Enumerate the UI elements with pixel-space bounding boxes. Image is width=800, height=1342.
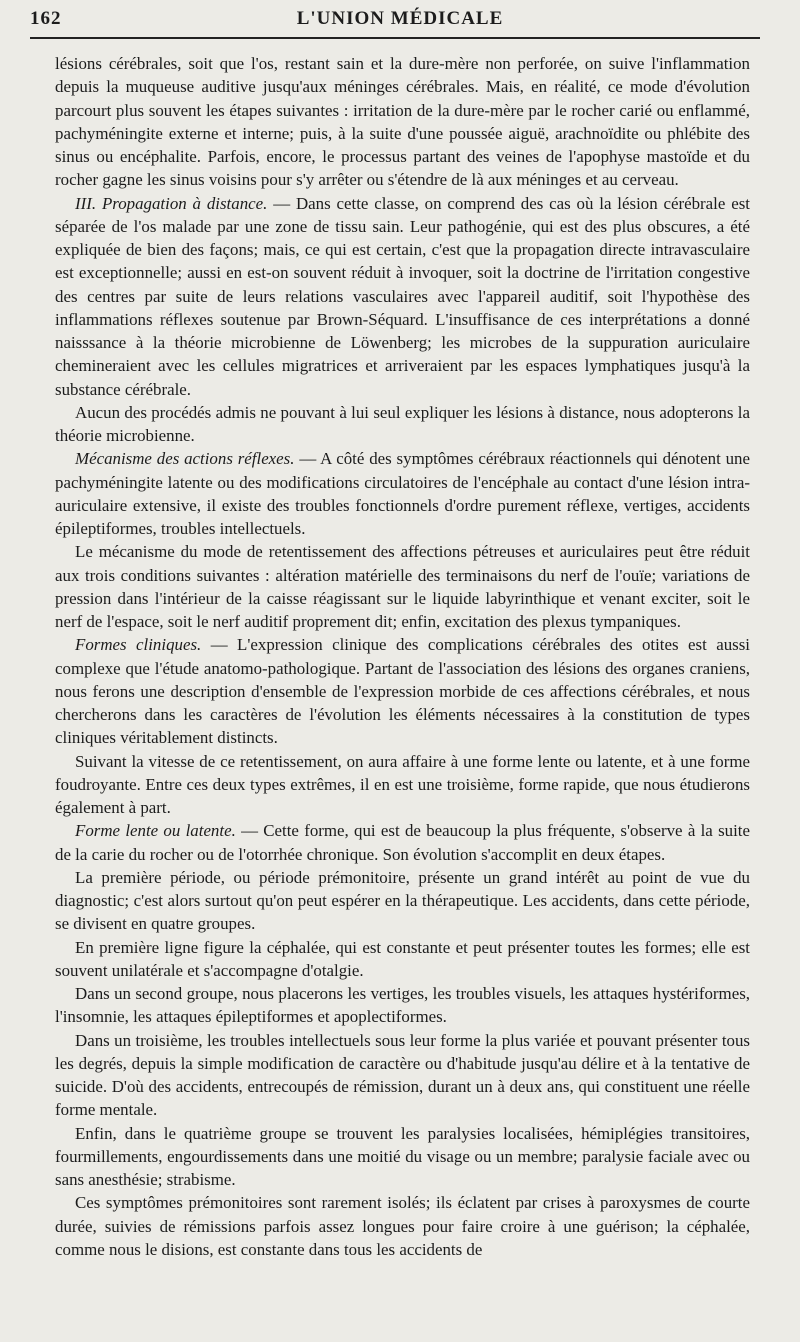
paragraph	[55, 633, 750, 749]
paragraph-text: — A côté des symptômes cérébraux réactionnels qui dénotent une pachyméningite latente ou des modifications circulatoires de l'encéphale au contact d'une lésion intra-auriculaire extensive, il existe des troubles fonctionnels d'ordre purement réflexe, vertiges, accidents épileptiformes, troubles intellectuels.	[55, 449, 750, 538]
paragraph-text: Le mécanisme du mode de retentissement des affections pétreuses et auriculaires peut être réduit aux trois conditions suivantes : altération matérielle des terminaisons du nerf de l'ouïe; variations de pression dans l'intérieur de la caisse réagissant sur le liquide labyrinthique et venant exciter, soit le nerf de l'espace, soit le nerf auditif proprement dit; enfin, excitation des plexus tympaniques.	[55, 542, 750, 631]
paragraph	[55, 936, 750, 983]
paragraph-text: En première ligne figure la céphalée, qui est constante et peut présenter toutes les formes; elle est souvent unilatérale et s'accompagne d'otalgie.	[55, 937, 750, 980]
paragraph	[55, 819, 750, 866]
paragraph-text: — Cette forme, qui est de beaucoup la plus fréquente, s'observe à la suite de la carie du rocher ou de l'otorrhée chronique. Son évolution s'accomplit en deux étapes.	[55, 821, 750, 864]
section-heading: Mécanisme des actions réflexes.	[75, 449, 295, 469]
paragraph-text: Ces symptômes prémonitoires sont rarement isolés; ils éclatent par crises à paroxysmes de courte durée, suivies de rémissions parfois assez longues pour faire croire à une guérison; la céphalée, comme nous le disions, est constante dans tous les accidents de	[55, 1193, 750, 1259]
paragraph	[55, 540, 750, 633]
page-header	[30, 6, 770, 32]
paragraph-text: Aucun des procédés admis ne pouvant à lui seul expliquer les lésions à distance, nous adopterons la théorie microbienne.	[55, 402, 750, 445]
paragraph-text: Dans un troisième, les troubles intellectuels sous leur forme la plus variée et pouvant présenter tous les degrés, depuis la simple modification de caractère ou d'habitude jusqu'au délire et à la tentative de suicide. D'où des accidents, entrecoupés de rémission, durant un à deux ans, qui constituent une réelle forme mentale.	[55, 1030, 750, 1120]
paragraph	[55, 982, 750, 1029]
paragraph	[55, 401, 750, 448]
paragraph-text: — Dans cette classe, on comprend des cas où la lésion cérébrale est séparée de l'os malade par une zone de tissu sain. Leur pathogénie, qui est des plus obscures, a été expliquée de bien des façons; mais, ce qui est certain, c'est que la propagation directe intravasculaire est exceptionnelle; aussi en est-on souvent réduit à invoquer, soit la doctrine de l'irritation congestive des centres par suite de leurs relations vasculaires avec l'appareil auditif, soit l'hypothèse des inflammations réflexes soutenue par Brown-Séquard. L'insuffisance de ces interprétations a donné naisssance à la théorie microbienne de Löwenberg; les microbes de la suppuration auriculaire chemineraient avec les cellules migratrices et arriveraient par les espaces lymphatiques jusqu'à la substance cérébrale.	[55, 193, 750, 399]
paragraph-text: — L'expression clinique des complications cérébrales des otites est aussi complexe que l'étude anatomo-pathologique. Partant de l'association des lésions des organes craniens, nous ferons une description d'ensemble de l'expression morbide de ces affections cérébrales, et nous chercherons dans les caractères de l'évolution les éléments nécessaires à la constitution de types cliniques véritablement distincts.	[55, 635, 750, 748]
paragraph-text: Dans un second groupe, nous placerons les vertiges, les troubles visuels, les attaques hystériformes, l'insomnie, les attaques épileptiformes et apoplectiformes.	[55, 984, 750, 1027]
paragraph	[55, 1029, 750, 1122]
article-body	[55, 52, 750, 1261]
paragraph-text: lésions cérébrales, soit que l'os, restant sain et la dure-mère non perforée, on suive l'inflammation depuis la muqueuse auditive jusqu'aux méninges cérébrales. Mais, en réalité, ce mode d'évolution parcourt plus souvent les étapes suivantes : irritation de la dure-mère par le rocher carié ou enflammé, pachyméningite externe et interne; puis, à la suite d'une poussée aiguë, arachnoïdite ou phlébite des sinus ou encéphalite. Parfois, encore, le processus partant des veines de l'apophyse mastoïde et du rocher gagne les sinus voisins pour s'y arrêter ou s'étendre de là aux méninges et au cerveau.	[55, 54, 750, 190]
journal-title: L'UNION MÉDICALE	[296, 8, 504, 29]
paragraph-text: La première période, ou période prémonitoire, présente un grand intérêt au point de vue du diagnostic; c'est alors surtout qu'on peut espérer en la thérapeutique. Les accidents, dans cette période, se divisent en quatre groupes.	[55, 867, 750, 934]
section-heading: Formes cliniques.	[75, 635, 202, 655]
paragraph	[55, 750, 750, 820]
section-heading: Forme lente ou latente.	[75, 821, 236, 841]
paragraph-text: Suivant la vitesse de ce retentissement, on aura affaire à une forme lente ou latente, et à une forme foudroyante. Entre ces deux types extrêmes, il en est une troisième, forme rapide, que nous étudierons également à part.	[55, 751, 750, 817]
paragraph	[55, 1191, 750, 1261]
header-rule	[30, 37, 760, 39]
page-number: 162	[30, 8, 62, 29]
paragraph-text: Enfin, dans le quatrième groupe se trouvent les paralysies localisées, hémiplégies transitoires, fourmillements, engourdissements dans une moitié du visage ou un membre; paralysie faciale avec ou sans anesthésie; strabisme.	[55, 1123, 750, 1189]
paragraph	[55, 1122, 750, 1192]
paragraph	[55, 447, 750, 540]
section-heading: III. Propagation à distance.	[75, 193, 268, 213]
paragraph	[55, 192, 750, 401]
paragraph	[55, 866, 750, 936]
paragraph	[55, 52, 750, 192]
